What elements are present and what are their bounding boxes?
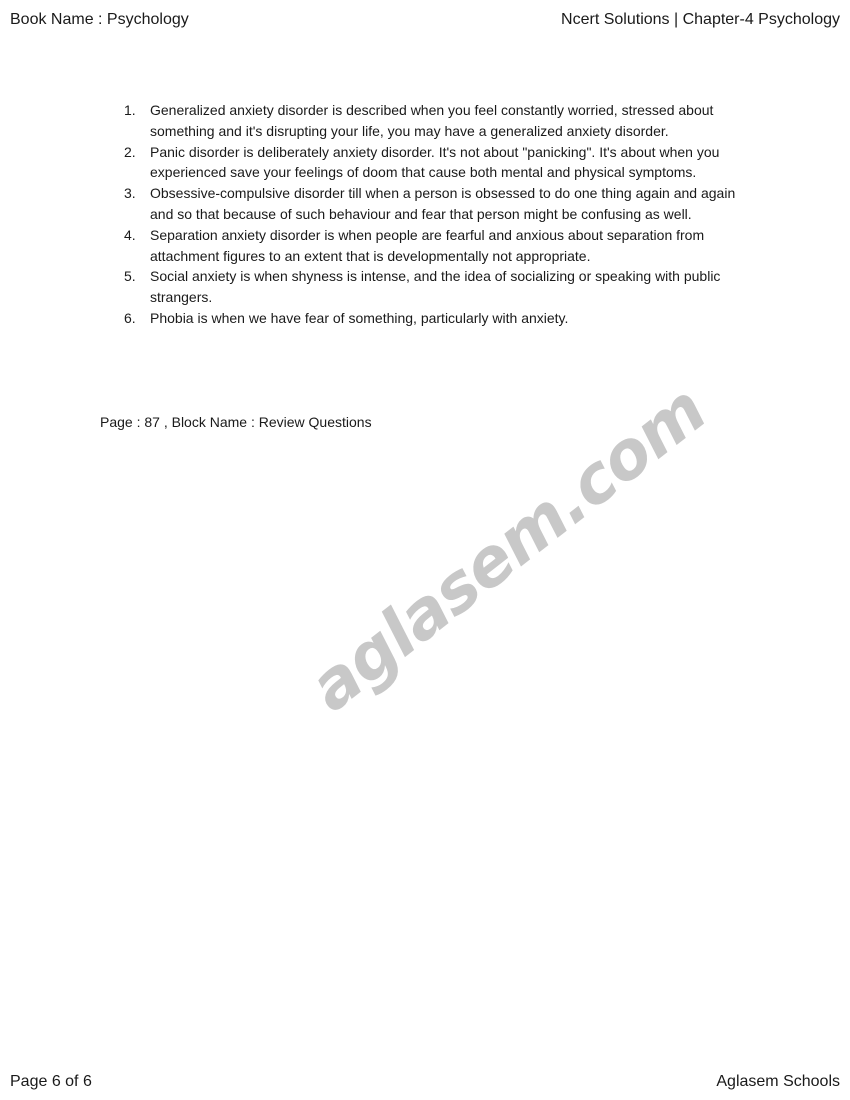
page-indicator: Page 6 of 6	[10, 1073, 92, 1090]
answer-list	[120, 100, 752, 329]
list-item-text: Panic disorder is deliberately anxiety disorder. It's not about "panicking". It's about when you experienced save your feelings of doom that cause both mental and physical symptoms.	[150, 143, 720, 181]
chapter-header: Ncert Solutions | Chapter-4 Psychology	[561, 11, 840, 28]
book-name-header: Book Name : Psychology	[10, 11, 189, 28]
list-item	[120, 225, 752, 267]
list-item-text: Social anxiety is when shyness is intense, and the idea of socializing or speaking with public strangers.	[150, 268, 721, 306]
list-item-text: Separation anxiety disorder is when people are fearful and anxious about separation from attachment figures to an extent that is developmentally not appropriate.	[150, 226, 705, 264]
list-item	[120, 183, 752, 225]
list-item-text: Obsessive-compulsive disorder till when a person is obsessed to do one thing again and again and so that because of such behaviour and fear that person might be confusing as well.	[150, 185, 736, 222]
list-item-number: 5.	[124, 268, 136, 285]
list-item	[120, 142, 752, 184]
block-reference: Page : 87 , Block Name : Review Questions	[100, 414, 372, 430]
list-item-text: Generalized anxiety disorder is described when you feel constantly worried, stressed about something and it's disrupting your life, you may have a generalized anxiety disorder.	[150, 102, 714, 139]
list-item	[120, 100, 752, 142]
publisher-footer: Aglasem Schools	[716, 1073, 840, 1090]
list-item-text: Phobia is when we have fear of something, particularly with anxiety.	[150, 309, 569, 326]
list-item-number: 2.	[124, 143, 136, 160]
list-item-number: 3.	[124, 185, 136, 202]
list-item-number: 1.	[124, 102, 136, 118]
list-item	[120, 266, 752, 308]
list-item	[120, 308, 752, 329]
list-item-number: 4.	[124, 226, 136, 243]
list-item-number: 6.	[124, 309, 136, 326]
watermark: aglasem.com	[295, 370, 721, 727]
